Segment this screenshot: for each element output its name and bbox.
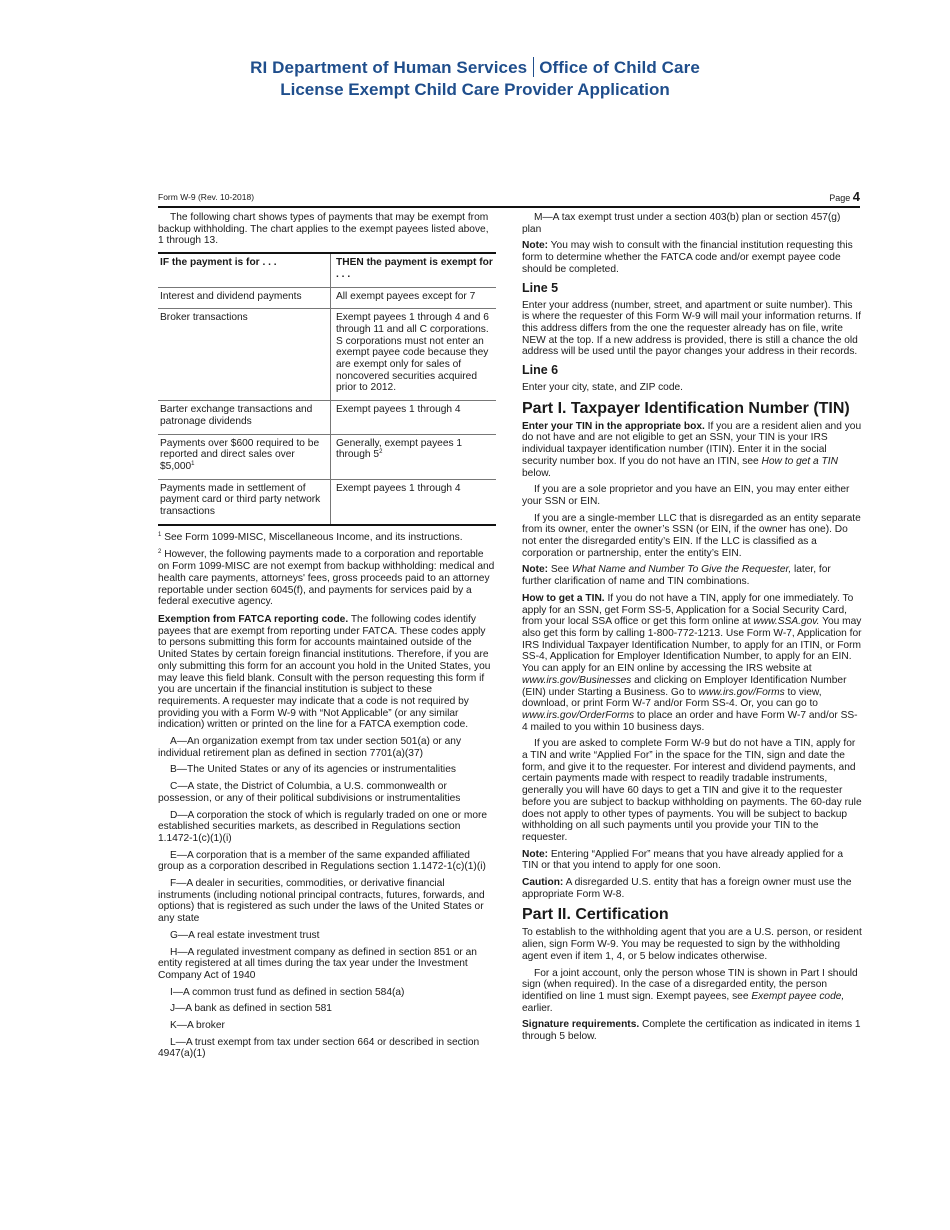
table-cell-if: Payments made in settlement of payment card or third party network transactions [160,482,321,518]
banner-title-line2: License Exempt Child Care Provider Application [280,80,670,99]
table-header-row [158,253,496,287]
page-number: 4 [852,189,860,204]
document-banner [0,57,950,101]
page-label: Page [829,193,851,203]
part1-single-member-llc: If you are a single-member LLC that is disregarded as an entity separate from its owner, enter the owner’s SSN (or EIN, if the owner has one). Do not enter the disregarded entity’s EIN. If the LLC is classified as a corporation or partnership, enter the entity’s EIN. [522,512,861,559]
fatca-code-l: L—A trust exempt from tax under section 664 or described in section 4947(a)(1) [158,1036,480,1060]
note-text-end: later, for further clarification of name and TIN combinations. [522,564,831,588]
fatca-code-j: J—A bank as defined in section 581 [170,1003,332,1015]
page-indicator [829,189,860,204]
table-cell-then: Exempt payees 1 through 4 and 6 through 11 and all C corporations. S corporations must not enter an exempt payee code because they are exempt only for sales of noncovered securities acquired prior to 2012. [331,309,497,401]
cell-text: Generally, exempt payees 1 through 5 [336,437,463,461]
signature-lead: Signature requirements. [522,1019,640,1031]
fatca-lead: Exemption from FATCA reporting code. [158,613,349,625]
how-text: to place an order and have Form W-7 and/or SS-4 mailed to you within 10 business days. [522,709,858,733]
line5-text: Enter your address (number, street, and apartment or suite number). This is where the requester of this Form W-9 will mail your information returns. If this address differs from the one the requester already has on file, write NEW at the top. If a new address is provided, there is still a chance the old address will be used until the payor changes your address in their records. [522,299,861,358]
fatca-code-m: M—A tax exempt trust under a section 403(b) plan or section 457(g) plan [522,212,841,235]
table-cell-if: Barter exchange transactions and patronage dividends [158,401,331,434]
ssa-link[interactable]: www.SSA.gov. [753,616,820,628]
how-to-get-tin-ref: How to get a TIN [761,455,838,467]
chart-intro: The following chart shows types of payments that may be exempt from backup withholding. The chart applies to the exempt payees listed above, 1 through 13. [158,212,489,247]
part1-applied-for: If you are asked to complete Form W-9 but do not have a TIN, apply for a TIN and write “Applied For” in the space for the TIN, sign and date the form, and give it to the requester. For interest and dividend payments, and certain payments made with respect to readily tradable instruments, generally you will have 60 days to get a TIN and give it to the requester before you are subject to backup withholding on payments. The 60-day rule does not apply to other types of payments. You will be subject to backup withholding on all such payments until you provide your TIN to the requester. [522,738,862,843]
part2-establish: To establish to the withholding agent that you are a U.S. person, or resident alien, sign Form W-9. You may be requested to sign by the withholding agent even if item 1, 4, or 5 below indicates otherwise. [522,927,862,962]
footnote-mark: 1 [158,531,162,538]
fatca-code-g: G—A real estate investment trust [170,929,320,941]
table-cell-then [331,434,497,479]
table-row [158,401,496,434]
line6-heading: Line 6 [522,363,559,378]
name-number-ref: What Name and Number To Give the Requester, [571,564,792,576]
note-text: Entering “Applied For” means that you have already applied for a TIN or that you intend to apply for one soon. [522,848,844,872]
part1-heading: Part I. Taxpayer Identification Number (TIN) [522,399,850,417]
fatca-code-d: D—A corporation the stock of which is regularly traded on one or more established securities markets, as described in Regulations section 1.1472-1(c)(1)(i) [158,809,488,844]
office-name: Office of Child Care [539,58,700,77]
signature-text: Complete the certification as indicated in items 1 through 5 below. [522,1019,861,1043]
fatca-code-i: I—A common trust fund as defined in section 584(a) [170,986,405,998]
table-cell-then: All exempt payees except for 7 [331,287,497,309]
note-lead: Note: [522,848,549,860]
footnote-2 [158,549,496,608]
fatca-text: The following codes identify payees that are exempt from reporting under FATCA. These codes apply to persons submitting this form for accounts maintained outside of the United States by certain foreign financial institutions. Therefore, if you are only submitting this form for an account you hold in the United States, you may leave this field blank. Consult with the person requesting this form if you are uncertain if the financial institution is subject to these requirements. A requester may indicate that a code is not required by providing you with a Form W-9 with “Not Applicable” (or any similar indication) written or printed on the line for a FATCA exemption code. [158,613,491,731]
caution-text: A disregarded U.S. entity that has a foreign owner must use the appropriate Form W-8. [522,877,852,900]
part1-note-applied [522,849,862,872]
table-cell-if: Interest and dividend payments [158,287,331,309]
irs-orderforms-link[interactable]: www.irs.gov/OrderForms [522,709,635,721]
enter-tin-lead: Enter your TIN in the appropriate box. [522,420,705,432]
footnote-text: See Form 1099-MISC, Miscellaneous Income, and its instructions. [164,531,463,543]
table-header-then: THEN the payment is exempt for . . . [331,253,497,287]
enter-tin-text: If you are a resident alien and you do not have and are not eligible to get an SSN, your TIN is your IRS individual taxpayer identification number (ITIN). Enter it in the social security number box. If you do not have an ITIN, see [522,420,862,467]
part1-enter-tin [522,421,862,480]
joint-text: For a joint account, only the person whose TIN is shown in Part I should sign (when required). In the case of a disregarded entity, the person identified on line 1 must sign. Exempt payees, see [522,967,858,1002]
fatca-paragraph [158,614,496,731]
footnote-1 [158,532,496,544]
how-text: and clicking on Employer Identification Number (EIN) under Starting a Business. Go to [522,674,847,698]
how-text: If you do not have a TIN, apply for one immediately. To apply for an SSN, get Form SS-5, Application for a Social Security Card, from your local SSA office or get this form online at [522,592,854,628]
table-cell-if: Broker transactions [158,309,331,401]
form-id: Form W-9 (Rev. 10-2018) [158,192,255,202]
part2-signature-requirements [522,1019,862,1042]
fatca-code-e: E—A corporation that is a member of the same expanded affiliated group as a corporation described in Regulations section 1.1472-1(c)(1)(i) [158,849,486,873]
table-cell-then: Exempt payees 1 through 4 [331,401,497,434]
line5-heading: Line 5 [522,280,559,295]
irs-forms-link[interactable]: www.irs.gov/Forms [698,686,785,698]
right-column [522,212,862,1048]
exempt-payee-ref: Exempt payee code, [751,990,845,1002]
how-lead: How to get a TIN. [522,592,605,604]
left-column [158,212,496,1065]
note-fatca [522,240,862,275]
cell-text: Payments over $600 required to be reported and direct sales over $5,000 [160,437,320,472]
fatca-code-f: F—A dealer in securities, commodities, or derivative financial instruments (including notional principal contracts, futures, forwards, and options) that is registered as such under the laws of the United States or any state [158,878,485,925]
footnote-mark: 2 [158,549,162,556]
fatca-code-c: C—A state, the District of Columbia, a U.S. commonwealth or possession, or any of their political subdivisions or instrumentalities [158,781,461,804]
caution-lead: Caution: [522,877,564,889]
note-text: See [548,564,572,576]
table-row [158,287,496,309]
note-lead: Note: [522,240,549,252]
banner-title-line1 [0,57,950,79]
line6-text: Enter your city, state, and ZIP code. [522,382,684,394]
table-row [158,309,496,401]
exempt-payment-table [158,252,496,526]
fatca-code-a: A—An organization exempt from tax under section 501(a) or any individual retirement plan as defined in section 7701(a)(37) [158,736,462,759]
agency-name: RI Department of Human Services [250,58,528,77]
table-cell-if [158,434,331,479]
banner-divider [533,57,534,77]
joint-text-end: earlier. [522,1002,553,1014]
table-row [158,479,496,525]
fatca-code-b: B—The United States or any of its agencies or instrumentalities [170,764,456,776]
footnote-ref: 2 [379,449,383,456]
part2-heading: Part II. Certification [522,906,669,924]
note-text: You may wish to consult with the financial institution requesting this form to determine whether the FATCA code and/or exempt payee code should be completed. [522,240,853,275]
how-text: You may also get this form by calling 1-800-772-1213. Use Form W-7, Application for IRS Individual Taxpayer Identification Number, to apply for an ITIN, or Form SS-4, Application for Employer Identification Number, to apply for an EIN. You can apply for an EIN online by accessing the IRS website at [522,616,862,675]
part1-note [522,564,862,587]
fatca-code-h: H—A regulated investment company as defined in section 851 or an entity registered at all times during the tax year under the Investment Company Act of 1940 [158,946,477,981]
enter-tin-end: below. [522,467,551,479]
footnote-text: However, the following payments made to a corporation and reportable on Form 1099-MISC are not exempt from backup withholding: medical and health care payments, attorneys' fees, gross proceeds paid to an attorney reportable under section 6045(f), and payments for services paid by a federal executive agency. [158,549,495,608]
part1-how-to-get-tin [522,593,862,733]
part1-sole-proprietor: If you are a sole proprietor and you have an EIN, you may enter either your SSN or EIN. [522,484,850,507]
table-row [158,434,496,479]
how-text: to view, download, or print Form W-7 and/or Form SS-4. Or, you can go to [522,686,822,710]
irs-businesses-link[interactable]: www.irs.gov/Businesses [522,674,632,686]
footnote-ref: 1 [191,460,195,467]
part2-joint-account [522,968,862,1015]
part1-caution [522,877,862,900]
fatca-code-k: K—A broker [170,1020,225,1032]
table-cell-then: Exempt payees 1 through 4 [331,479,497,525]
table-header-if: IF the payment is for . . . [158,253,331,287]
note-lead: Note: [522,564,549,576]
form-header [158,190,860,208]
